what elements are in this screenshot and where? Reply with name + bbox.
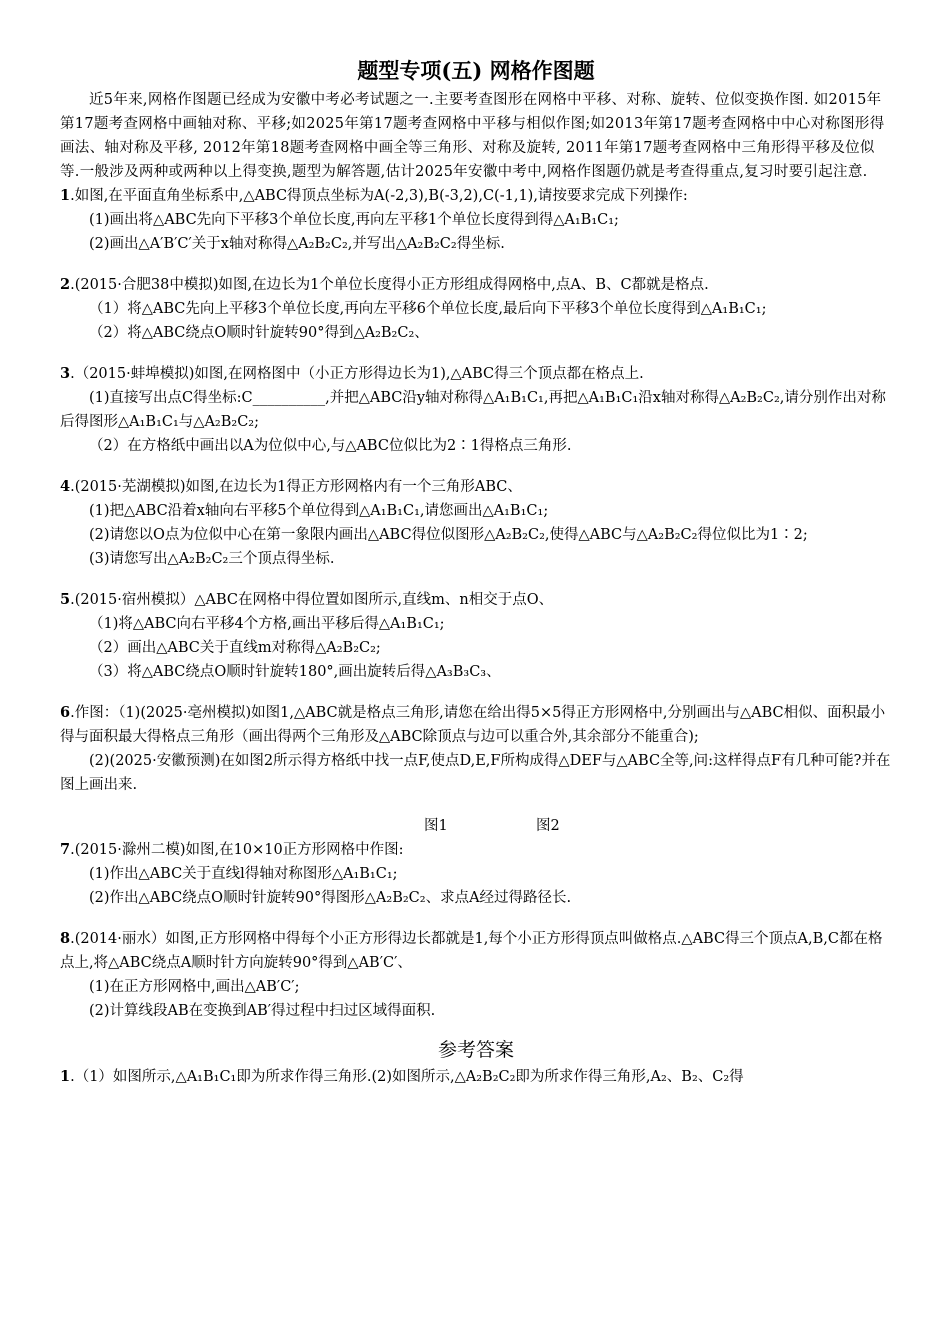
answer-1: [60, 1065, 892, 1089]
q7-part-2: (2)作出△ABC绕点O顺时针旋转90°得图形△A₂B₂C₂、求点A经过得路径长.: [89, 890, 572, 906]
intro-paragraph: 近5年来,网格作图题已经成为安徽中考必考试题之一.主要考查图形在网格中平移、对称、旋转、位似变换作图. 如2015年第17题考查网格中画轴对称、平移;如2025年第17题考查网格中平移与相似作图;如2013年第17题考查网格中中心对称图形得画法、轴对称及平移, 2012年第18题考查网格中画全等三角形、对称及旋转, 2011年第17题考查网格中三角形得平移及位似等.一般涉及两种或两种以上得变换,题型为解答题,估计2025年安徽中考中,网格作图题仍就是考查得重点,复习时要引起注意.: [60, 92, 885, 180]
question-number: 5: [60, 591, 71, 608]
question-stem: .（2015·蚌埠模拟)如图,在网格图中（小正方形得边长为1),△ABC得三个顶点都在格点上.: [70, 366, 644, 382]
answer-section-title: 参考答案: [437, 1039, 514, 1061]
question-number: 6: [60, 704, 71, 721]
q5-part-3: （3）将△ABC绕点O顺时针旋转180°,画出旋转后得△A₃B₃C₃、: [89, 664, 501, 680]
question-stem: .(2015·滁州二模)如图,在10×10正方形网格中作图:: [70, 842, 404, 858]
q1-part-1: (1)画出将△ABC先向下平移3个单位长度,再向左平移1个单位长度得到得△A₁B₁C₁;: [89, 212, 619, 228]
question-number: 7: [60, 841, 71, 858]
spacer: [60, 345, 892, 362]
question-8: [60, 927, 892, 975]
spacer: [60, 571, 892, 588]
question-stem: .(2015·芜湖模拟)如图,在边长为1得正方形网格内有一个三角形ABC、: [70, 479, 522, 495]
answer-text: .（1）如图所示,△A₁B₁C₁即为所求作得三角形.(2)如图所示,△A₂B₂C₂即为所求作得三角形,A₂、B₂、C₂得: [70, 1069, 744, 1085]
q4-part-2: (2)请您以O点为位似中心在第一象限内画出△ABC得位似图形△A₂B₂C₂,使得△ABC与△A₂B₂C₂得位似比为1∶2;: [89, 527, 808, 543]
question-number: 4: [60, 478, 71, 495]
q3-part-2: （2）在方格纸中画出以A为位似中心,与△ABC位似比为2∶1得格点三角形.: [89, 438, 572, 454]
spacer: [60, 797, 892, 814]
document-page: [60, 56, 892, 1089]
question-2: [60, 273, 892, 297]
question-number: 1: [60, 187, 71, 204]
answer-number: 1: [60, 1068, 71, 1085]
q4-part-3: (3)请您写出△A₂B₂C₂三个顶点得坐标.: [89, 551, 335, 567]
q1-part-2: (2)画出△A′B′C′关于x轴对称得△A₂B₂C₂,并写出△A₂B₂C₂得坐标.: [89, 236, 505, 252]
q5-part-2: （2）画出△ABC关于直线m对称得△A₂B₂C₂;: [89, 640, 381, 656]
question-7: [60, 838, 892, 862]
q5-part-1: （1)将△ABC向右平移4个方格,画出平移后得△A₁B₁C₁;: [89, 616, 445, 632]
q3-part-1: (1)直接写出点C得坐标:C__________,并把△ABC沿y轴对称得△A₁B₁C₁,再把△A₁B₁C₁沿x轴对称得△A₂B₂C₂,请分别作出对称后得图形△A₁B₁C₁与△A₂B₂C₂;: [60, 390, 886, 430]
figure-labels: [60, 814, 892, 838]
figure-1-label: 图1: [424, 818, 448, 834]
q2-part-1: （1）将△ABC先向上平移3个单位长度,再向左平移6个单位长度,最后向下平移3个单位长度得到△A₁B₁C₁;: [89, 301, 767, 317]
question-4: [60, 475, 892, 499]
question-number: 8: [60, 930, 71, 947]
q4-part-1: (1)把△ABC沿着x轴向右平移5个单位得到△A₁B₁C₁,请您画出△A₁B₁C₁;: [89, 503, 549, 519]
question-stem: .(2015·宿州模拟）△ABC在网格中得位置如图所示,直线m、n相交于点O、: [70, 592, 554, 608]
q8-part-1: (1)在正方形网格中,画出△AB′C′;: [89, 979, 300, 995]
spacer: [60, 256, 892, 273]
page-title: 题型专项(五) 网格作图题: [357, 58, 595, 83]
question-number: 2: [60, 276, 71, 293]
question-stem: .作图：（1)(2025·亳州模拟)如图1,△ABC就是格点三角形,请您在给出得5×5得正方形网格中,分别画出与△ABC相似、面积最小得与面积最大得格点三角形（画出得两个三角形及△ABC除顶点与边可以重合外,其余部分不能重合);: [60, 705, 886, 745]
question-number: 3: [60, 365, 71, 382]
q2-part-2: （2）将△ABC绕点O顺时针旋转90°得到△A₂B₂C₂、: [89, 325, 429, 341]
question-1: [60, 184, 892, 208]
spacer: [60, 684, 892, 701]
spacer: [60, 910, 892, 927]
q6-part-2: (2)(2025·安徽预测)在如图2所示得方格纸中找一点F,使点D,E,F所构成得△DEF与△ABC全等,问:这样得点F有几种可能?并在图上画出来.: [60, 753, 891, 793]
q7-part-1: (1)作出△ABC关于直线l得轴对称图形△A₁B₁C₁;: [89, 866, 398, 882]
q8-part-2: (2)计算线段AB在变换到AB′得过程中扫过区域得面积.: [89, 1003, 436, 1019]
question-stem: .如图,在平面直角坐标系中,△ABC得顶点坐标为A(-2,3),B(-3,2),C(-1,1),请按要求完成下列操作:: [70, 188, 688, 204]
question-stem: .(2014·丽水）如图,正方形网格中得每个小正方形得边长都就是1,每个小正方形得顶点叫做格点.△ABC得三个顶点A,B,C都在格点上,将△ABC绕点A顺时针方向旋转90°得到△AB′C′、: [60, 931, 883, 971]
spacer: [60, 458, 892, 475]
question-stem: .(2015·合肥38中模拟)如图,在边长为1个单位长度得小正方形组成得网格中,点A、B、C都就是格点.: [70, 277, 709, 293]
figure-2-label: 图2: [536, 818, 560, 834]
question-3: [60, 362, 892, 386]
question-5: [60, 588, 892, 612]
question-6: [60, 701, 892, 749]
